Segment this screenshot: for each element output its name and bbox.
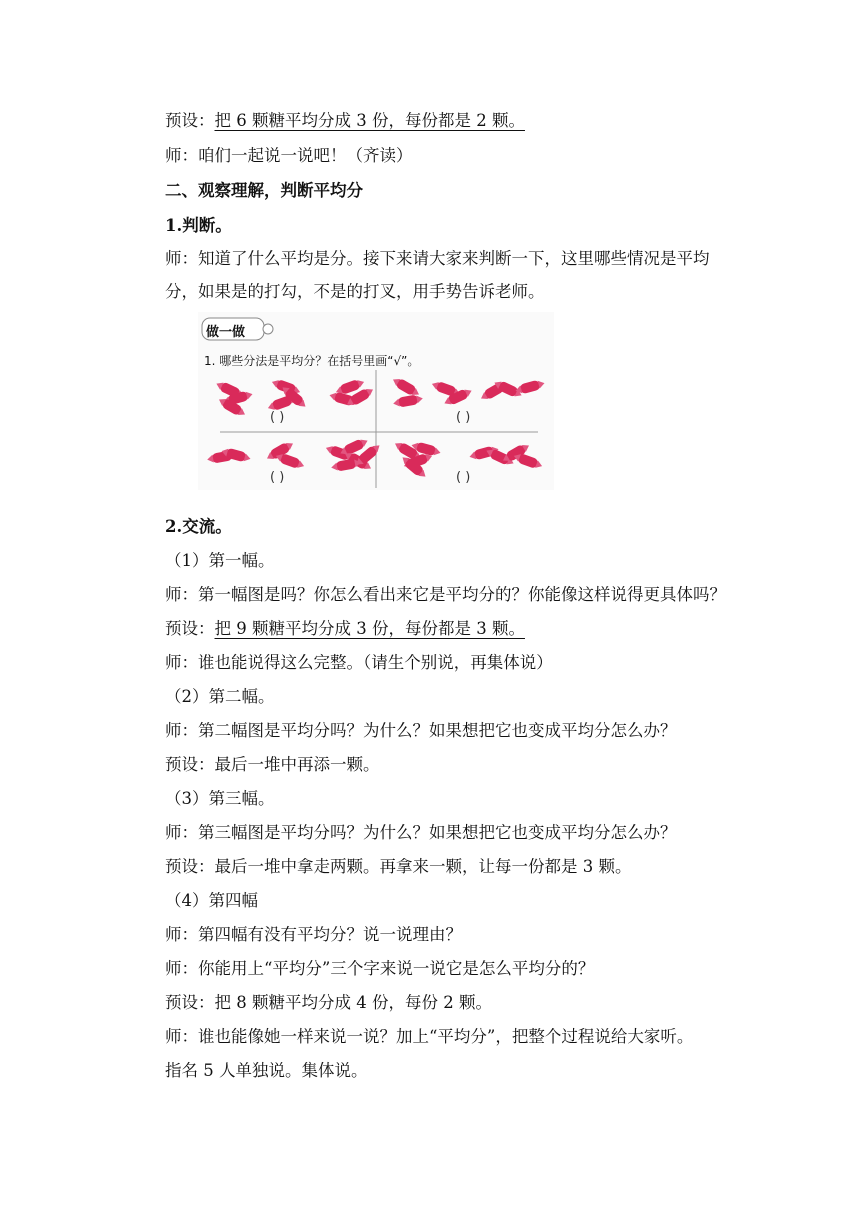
answer-parentheses-4[interactable]: ( ): [456, 470, 471, 485]
teacher-line: 师：咱们一起说一说吧！（齐读）: [165, 146, 413, 165]
preset-answer-underlined: 把 9 颗糖平均分成 3 份，每份都是 3 颗。: [214, 619, 525, 638]
teacher-line: 师：第二幅图是平均分吗？为什么？如果想把它也变成平均分怎么办？: [165, 721, 677, 740]
answer-parentheses-1[interactable]: ( ): [270, 410, 285, 425]
preset-line: 预设：最后一堆中拿走两颗。再拿来一颗，让每一份都是 3 颗。: [165, 857, 632, 876]
teacher-instruction-line1: 师：知道了什么平均是分。接下来请大家来判断一下，这里哪些情况是平均: [165, 249, 710, 268]
exercise-question: 1. 哪些分法是平均分？在括号里画“√”。: [204, 354, 420, 368]
teacher-line: 师：谁也能说得这么完整。（请生个别说，再集体说）: [165, 653, 553, 672]
subheading-discuss: 2.交流。: [165, 517, 232, 536]
teacher-line: 师：你能用上“平均分”三个字来说一说它是怎么平均分的？: [165, 959, 595, 978]
answer-parentheses-2[interactable]: ( ): [456, 410, 471, 425]
preset-label: 预设：: [165, 111, 215, 130]
preset-line: 预设：把 8 颗糖平均分成 4 份，每份 2 颗。: [165, 993, 492, 1012]
teacher-instruction-line2: 分，如果是的打勾，不是的打叉，用手势告诉老师。: [165, 282, 545, 301]
figure-frame: [198, 312, 554, 490]
teacher-line: 师：谁也能像她一样来说一说？加上“平均分”，把整个过程说给大家听。: [165, 1027, 694, 1046]
answer-parentheses-3[interactable]: ( ): [270, 470, 285, 485]
subheading-judge: 1.判断。: [165, 216, 232, 235]
part-1-label: （1）第一幅。: [165, 551, 275, 570]
teacher-line: 师：第一幅图是吗？你怎么看出来它是平均分的？你能像这样说得更具体吗？: [165, 585, 726, 604]
closing-line: 指名 5 人单独说。集体说。: [165, 1061, 368, 1080]
part-2-label: （2）第二幅。: [165, 687, 275, 706]
do-it-badge: 做一做: [206, 325, 246, 340]
teacher-line: 师：第三幅图是平均分吗？为什么？如果想把它也变成平均分怎么办？: [165, 823, 677, 842]
teacher-line: 师：第四幅有没有平均分？说一说理由？: [165, 925, 462, 944]
preset-line-2: [165, 618, 525, 640]
preset-answer-underlined: 把 6 颗糖平均分成 3 份，每份都是 2 颗。: [214, 111, 525, 130]
preset-line-1: [165, 110, 525, 132]
section-heading-2: 二、观察理解，判断平均分: [165, 181, 363, 200]
part-3-label: （3）第三幅。: [165, 789, 275, 808]
preset-line: 预设：最后一堆中再添一颗。: [165, 755, 380, 774]
preset-label: 预设：: [165, 619, 215, 638]
part-4-label: （4）第四幅: [165, 891, 258, 910]
exercise-figure: [198, 312, 554, 490]
